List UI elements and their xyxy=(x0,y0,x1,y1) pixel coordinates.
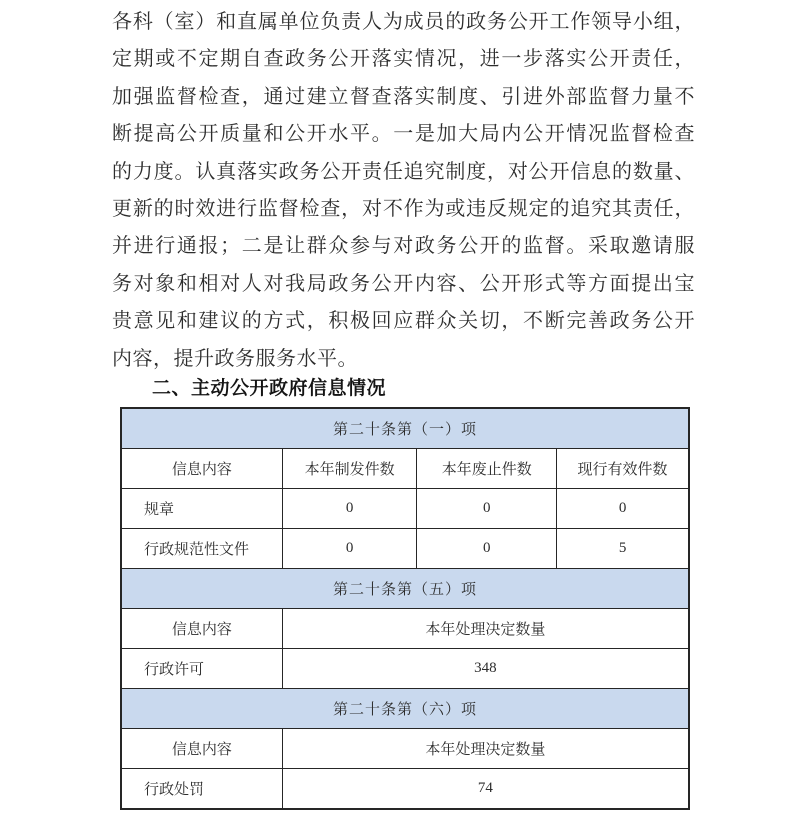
value-cell: 348 xyxy=(282,649,689,689)
column-header-cell: 本年处理决定数量 xyxy=(282,729,689,769)
paragraph-line: 贵意见和建议的方式，积极回应群众关切，不断完善政务公开 xyxy=(112,310,695,333)
section-title-cell: 第二十条第（六）项 xyxy=(121,689,689,729)
paragraph-line: 定期或不定期自查政务公开落实情况，进一步落实公开责任， xyxy=(112,48,695,71)
paragraph-line: 更新的时效进行监督检查，对不作为或违反规定的追究其责任， xyxy=(112,197,695,220)
value-cell: 74 xyxy=(282,769,689,810)
body-paragraph xyxy=(112,4,695,378)
column-header-cell: 本年废止件数 xyxy=(417,449,557,489)
row-label-cell: 行政规范性文件 xyxy=(121,529,282,569)
paragraph-line: 加强监督检查，通过建立督查落实制度、引进外部监督力量不 xyxy=(112,85,695,108)
paragraph-line: 的力度。认真落实政务公开责任追究制度，对公开信息的数量、 xyxy=(112,160,695,183)
table-body xyxy=(121,408,689,809)
value-cell: 5 xyxy=(557,529,689,569)
column-header-cell: 本年制发件数 xyxy=(282,449,417,489)
paragraph-line: 务对象和相对人对我局政务公开内容、公开形式等方面提出宝 xyxy=(112,272,695,295)
info-disclosure-table xyxy=(120,407,690,810)
column-header-cell: 本年处理决定数量 xyxy=(282,609,689,649)
value-cell: 0 xyxy=(417,489,557,529)
paragraph-line: 并进行通报；二是让群众参与对政务公开的监督。采取邀请服 xyxy=(112,235,695,258)
column-header-cell: 现行有效件数 xyxy=(557,449,689,489)
row-label-cell: 行政处罚 xyxy=(121,769,282,810)
row-label-cell: 行政许可 xyxy=(121,649,282,689)
value-cell: 0 xyxy=(417,529,557,569)
paragraph-line: 断提高公开质量和公开水平。一是加大局内公开情况监督检查 xyxy=(112,123,695,146)
column-header-cell: 信息内容 xyxy=(121,729,282,769)
value-cell: 0 xyxy=(282,529,417,569)
paragraph-line: 内容，提升政务服务水平。 xyxy=(112,347,358,370)
column-header-cell: 信息内容 xyxy=(121,449,282,489)
row-label-cell: 规章 xyxy=(121,489,282,529)
column-header-cell: 信息内容 xyxy=(121,609,282,649)
value-cell: 0 xyxy=(557,489,689,529)
section-heading: 二、主动公开政府信息情况 xyxy=(152,378,387,399)
section-title-cell: 第二十条第（一）项 xyxy=(121,408,689,449)
value-cell: 0 xyxy=(282,489,417,529)
paragraph-line: 各科（室）和直属单位负责人为成员的政务公开工作领导小组， xyxy=(112,11,695,33)
section-title-cell: 第二十条第（五）项 xyxy=(121,569,689,609)
